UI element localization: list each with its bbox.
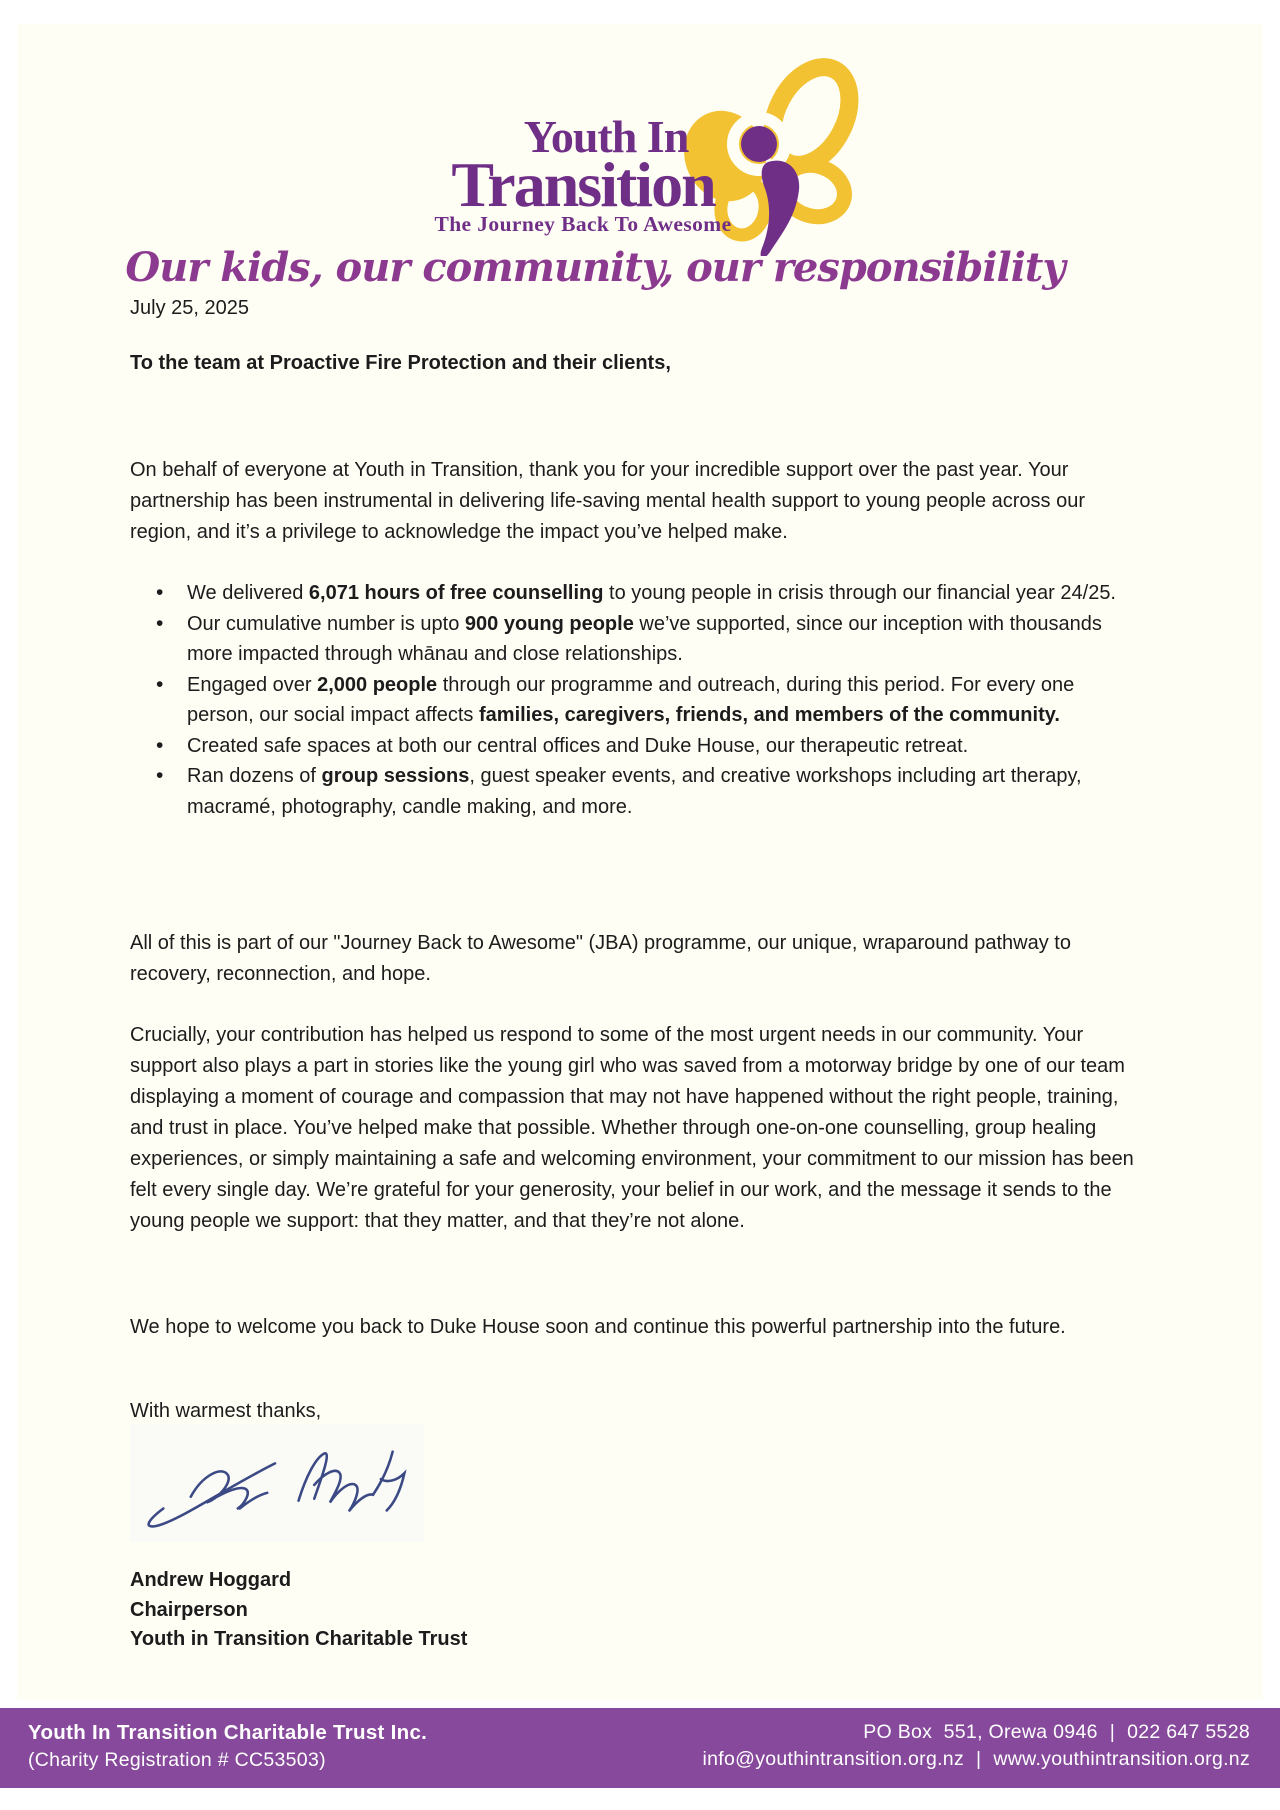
footer-registration: (Charity Registration # CC53503): [28, 1749, 326, 1771]
footer-bar: [0, 1708, 1280, 1788]
footer-email: info@youthintransition.org.nz: [702, 1748, 965, 1770]
footer-phone: 022 647 5528: [1127, 1721, 1250, 1743]
bullet-item: • Created safe spaces at both our central offices and Duke House, our therapeutic retreat.: [130, 731, 1138, 762]
paragraph-intro: On behalf of everyone at Youth in Transition, thank you for your incredible support over the past year. Your partnership has been instrumental in delivering life-saving mental health support to young people across our region, and it’s a privilege to acknowledge the impact you’ve helped make.: [130, 459, 1086, 543]
salutation: To the team at Proactive Fire Protection and their clients,: [130, 352, 671, 374]
bullet-item: • Ran dozens of group sessions, guest speaker events, and creative workshops including art therapy, macramé, photography, candle making, and more.: [130, 761, 1138, 822]
footer-contact-line2: [702, 1746, 1250, 1773]
logo-wordmark: [407, 111, 759, 236]
footer-website: www.youthintransition.org.nz: [993, 1748, 1250, 1770]
footer-right-block: [702, 1719, 1250, 1773]
paragraph-farewell: We hope to welcome you back to Duke House soon and continue this powerful partnership into the future.: [130, 1316, 1066, 1338]
paragraph-jba: All of this is part of our "Journey Back to Awesome" (JBA) programme, our unique, wraparound pathway to recovery, reconnection, and hope.: [130, 932, 1071, 985]
logo-title-line1: Youth In: [523, 111, 689, 162]
signature-block: [130, 1566, 1138, 1655]
organisation-logo: [407, 56, 873, 256]
bullet-item: • Engaged over 2,000 people through our programme and outreach, during this period. For every one person, our social impact affects families, caregivers, friends, and members of the community.: [130, 670, 1138, 731]
footer-separator: |: [1109, 1721, 1116, 1743]
signer-organisation: Youth in Transition Charitable Trust: [130, 1628, 468, 1650]
footer-separator: |: [976, 1748, 982, 1770]
logo-tagline: The Journey Back To Awesome: [434, 212, 732, 236]
logo-title-line2: Transition: [451, 149, 715, 220]
letter-date: July 25, 2025: [130, 297, 249, 319]
footer-contact-line1: [702, 1719, 1250, 1746]
motto-script-text: Our kids, our community, our responsibility: [125, 244, 1065, 291]
bullet-item: • We delivered 6,071 hours of free counselling to young people in crisis through our financial year 24/25.: [130, 578, 1138, 609]
closing-line: With warmest thanks,: [130, 1400, 322, 1422]
impact-bullets: [130, 578, 1138, 822]
paragraph-impact-story: Crucially, your contribution has helped us respond to some of the most urgent needs in our community. Your support also plays a part in stories like the young girl who was saved from a motorway bridge by one of our team displaying a moment of courage and compassion that may not have happened without the right people, training, and trust in place. You’ve helped make that possible. Whether through one-on-one counselling, group healing experiences, or simply maintaining a safe and welcoming environment, your commitment to our mission has been felt every single day. We’re grateful for your generosity, your belief in our work, and the message it sends to the young people we support: that they matter, and that they’re not alone.: [130, 1024, 1134, 1232]
footer-organisation: Youth In Transition Charitable Trust Inc.: [28, 1721, 428, 1744]
footer-left-block: [28, 1719, 427, 1773]
signature-image: [130, 1424, 424, 1542]
impact-bullets-block: [130, 578, 1138, 822]
footer-po-box: PO Box 551, Orewa 0946: [863, 1721, 1098, 1743]
signer-role: Chairperson: [130, 1598, 248, 1621]
bullet-item: • Our cumulative number is upto 900 young people we’ve supported, since our inception with thousands more impacted through whānau and close relationships.: [130, 609, 1138, 670]
signer-name: Andrew Hoggard: [130, 1569, 292, 1591]
